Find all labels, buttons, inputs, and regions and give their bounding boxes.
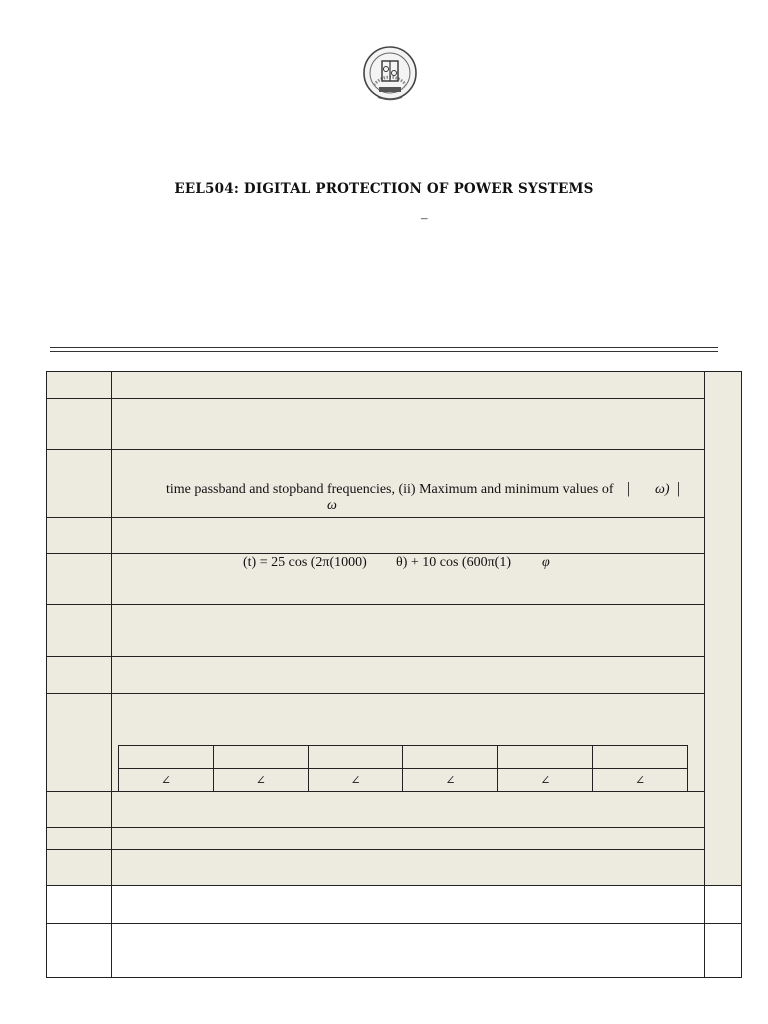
question-number-cell: [47, 554, 112, 605]
phasor-angle-cell: ∠: [593, 769, 688, 792]
question-number-cell: [47, 605, 112, 657]
phasor-header-cell: [308, 746, 403, 769]
question-paper-table: [46, 371, 742, 977]
phasor-angle-cell: ∠: [498, 769, 593, 792]
question-text-cell: [112, 828, 705, 850]
question-number-cell: [47, 924, 112, 978]
phasor-header-cell: [213, 746, 308, 769]
question-number-cell: [47, 399, 112, 450]
signal-equation-part2: θ) + 10 cos (600π(1): [396, 555, 511, 570]
header-rule-top: [50, 347, 718, 348]
phasor-header-cell: [593, 746, 688, 769]
question-3-text-line2: ω: [327, 498, 337, 513]
question-text-cell: [112, 850, 705, 886]
phasor-data-table: [118, 745, 688, 792]
question-number-cell: [47, 886, 112, 924]
phasor-header-cell: [498, 746, 593, 769]
question-8-text-cell: [112, 694, 705, 792]
question-text-cell: [112, 372, 705, 399]
question-number-cell: [47, 657, 112, 694]
course-title: EEL504: DIGITAL PROTECTION OF POWER SYSTEMS: [174, 181, 594, 197]
question-number-cell: [47, 372, 112, 399]
phi-symbol: φ: [542, 555, 550, 570]
question-text-cell: [112, 657, 705, 694]
question-3-text-cell: [112, 450, 705, 518]
phasor-angle-cell: ∠: [213, 769, 308, 792]
question-number-cell: [47, 828, 112, 850]
phasor-angle-cell: ∠: [403, 769, 498, 792]
question-3-text-line1: time passband and stopband frequencies, (ii) Maximum and minimum values of: [166, 482, 614, 497]
marks-cell: [705, 886, 742, 924]
question-text-cell: [112, 605, 705, 657]
question-5-text-cell: [112, 554, 705, 605]
question-text-cell: [112, 792, 705, 828]
question-text-cell: [112, 518, 705, 554]
magnitude-bar-left: |: [627, 480, 631, 497]
question-text-cell: [112, 886, 705, 924]
question-number-cell: [47, 518, 112, 554]
phasor-header-cell: [403, 746, 498, 769]
question-number-cell: [47, 694, 112, 792]
question-number-cell: [47, 450, 112, 518]
signal-equation-part1: (t) = 25 cos (2π(1000): [243, 555, 367, 570]
question-number-cell: [47, 850, 112, 886]
header-dash: –: [421, 210, 428, 225]
marks-column-cell: [705, 372, 742, 886]
phasor-angle-cell: ∠: [119, 769, 214, 792]
question-text-cell: [112, 399, 705, 450]
header-rule-bottom: [50, 351, 718, 352]
omega-symbol: ω): [655, 482, 670, 497]
question-number-cell: [47, 792, 112, 828]
marks-cell: [705, 924, 742, 978]
phasor-angle-cell: ∠: [308, 769, 403, 792]
question-text-cell: [112, 924, 705, 978]
university-seal-logo: [362, 45, 418, 105]
phasor-header-cell: [119, 746, 214, 769]
magnitude-bar-right: |: [677, 480, 681, 497]
